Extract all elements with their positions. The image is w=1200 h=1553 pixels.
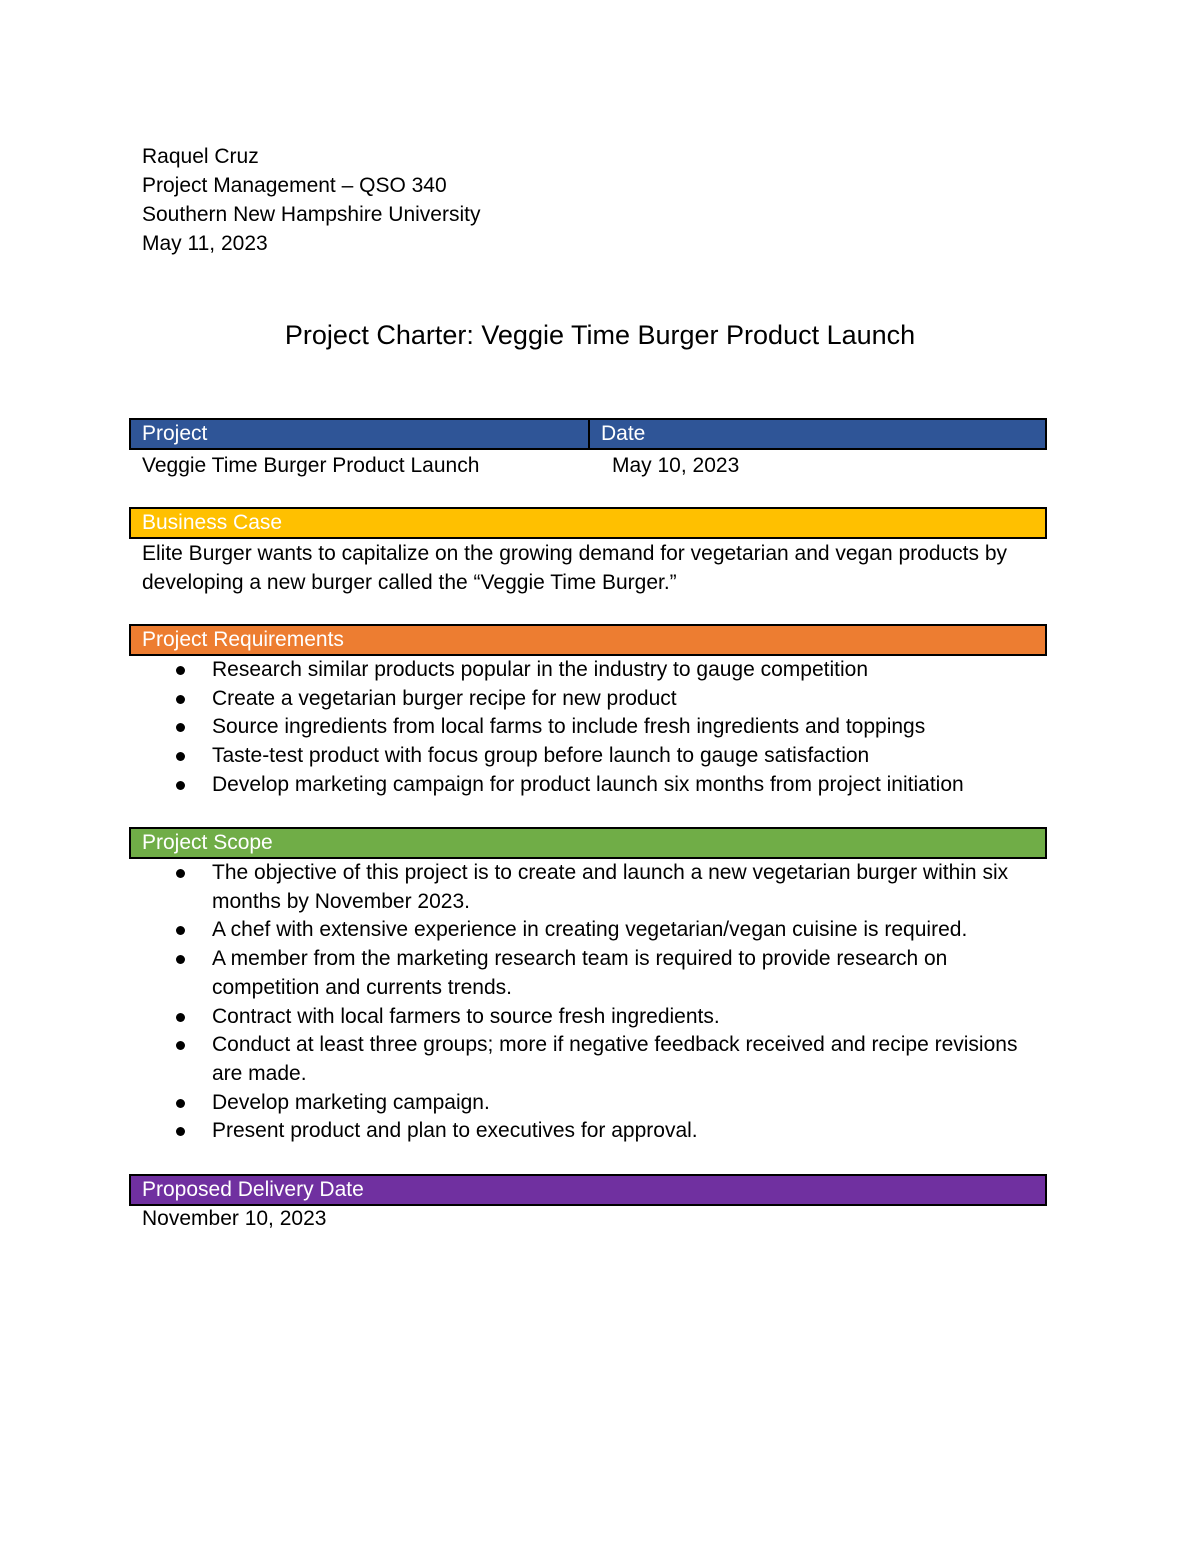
- author-name: Raquel Cruz: [142, 145, 259, 168]
- list-item-text: The objective of this project is to create and launch a new vegetarian burger within six months by November 2023.: [212, 861, 1009, 913]
- scope-list: [142, 859, 1037, 1146]
- list-item: [142, 742, 1037, 771]
- document-title: Project Charter: Veggie Time Burger Product Launch: [284, 320, 916, 350]
- delivery-label: Proposed Delivery Date: [142, 1178, 364, 1201]
- list-item: [142, 1031, 1037, 1088]
- list-item-text: Create a vegetarian burger recipe for new product: [212, 686, 677, 710]
- course-name: Project Management – QSO 340: [142, 174, 447, 197]
- list-item: [142, 945, 1037, 1002]
- list-item-text: Present product and plan to executives for approval.: [212, 1119, 698, 1143]
- list-item: [142, 685, 1037, 714]
- bullet-icon: [176, 955, 185, 964]
- bullet-icon: [176, 1127, 185, 1136]
- list-item: [142, 1117, 1037, 1146]
- column-divider: [588, 418, 590, 450]
- bullet-icon: [176, 926, 185, 935]
- list-item-text: Contract with local farmers to source fresh ingredients.: [212, 1004, 720, 1028]
- list-item-text: Source ingredients from local farms to include fresh ingredients and toppings: [212, 715, 926, 739]
- bullet-icon: [176, 666, 185, 675]
- list-item: [142, 771, 1037, 800]
- list-item: [142, 1089, 1037, 1118]
- business-case-text: Elite Burger wants to capitalize on the growing demand for vegetarian and vegan products by developing a new burger called the “Veggie Time Burger.”: [142, 542, 1008, 594]
- list-item-text: Research similar products popular in the industry to gauge competition: [212, 658, 869, 681]
- list-item: [142, 656, 1037, 685]
- list-item: [142, 1003, 1037, 1032]
- delivery-date-value: November 10, 2023: [142, 1207, 327, 1230]
- project-header-label: Project: [142, 422, 208, 445]
- scope-bar: [129, 827, 1047, 859]
- bullet-icon: [176, 723, 185, 732]
- business-case-label: Business Case: [142, 511, 283, 534]
- submission-date: May 11, 2023: [142, 232, 268, 255]
- list-item: [142, 859, 1037, 916]
- bullet-icon: [176, 781, 185, 790]
- author-header: [142, 142, 480, 258]
- delivery-bar: [129, 1174, 1047, 1206]
- bullet-icon: [176, 869, 185, 878]
- list-item: [142, 713, 1037, 742]
- bullet-icon: [176, 1013, 185, 1022]
- list-item-text: A chef with extensive experience in creating vegetarian/vegan cuisine is required.: [212, 918, 968, 942]
- list-item: [142, 916, 1037, 945]
- requirements-list: [142, 656, 1037, 800]
- project-date-value: May 10, 2023: [612, 454, 740, 477]
- list-item-text: Conduct at least three groups; more if negative feedback received and recipe revisions are made.: [212, 1033, 1018, 1085]
- scope-label: Project Scope: [142, 831, 273, 854]
- list-item-text: Develop marketing campaign for product launch six months from project initiation: [212, 772, 964, 796]
- requirements-label: Project Requirements: [142, 628, 344, 651]
- business-case-bar: [129, 507, 1047, 539]
- list-item-text: A member from the marketing research team is required to provide research on competition and currents trends.: [212, 947, 948, 999]
- bullet-icon: [176, 1041, 185, 1050]
- project-header-bar: [129, 418, 1047, 450]
- school-name: Southern New Hampshire University: [142, 203, 481, 226]
- bullet-icon: [176, 752, 185, 761]
- bullet-icon: [176, 695, 185, 704]
- date-header-label: Date: [601, 422, 646, 445]
- list-item-text: Taste-test product with focus group before launch to gauge satisfaction: [212, 744, 870, 768]
- requirements-bar: [129, 624, 1047, 656]
- project-name-value: Veggie Time Burger Product Launch: [142, 454, 480, 477]
- bullet-icon: [176, 1099, 185, 1108]
- list-item-text: Develop marketing campaign.: [212, 1090, 490, 1114]
